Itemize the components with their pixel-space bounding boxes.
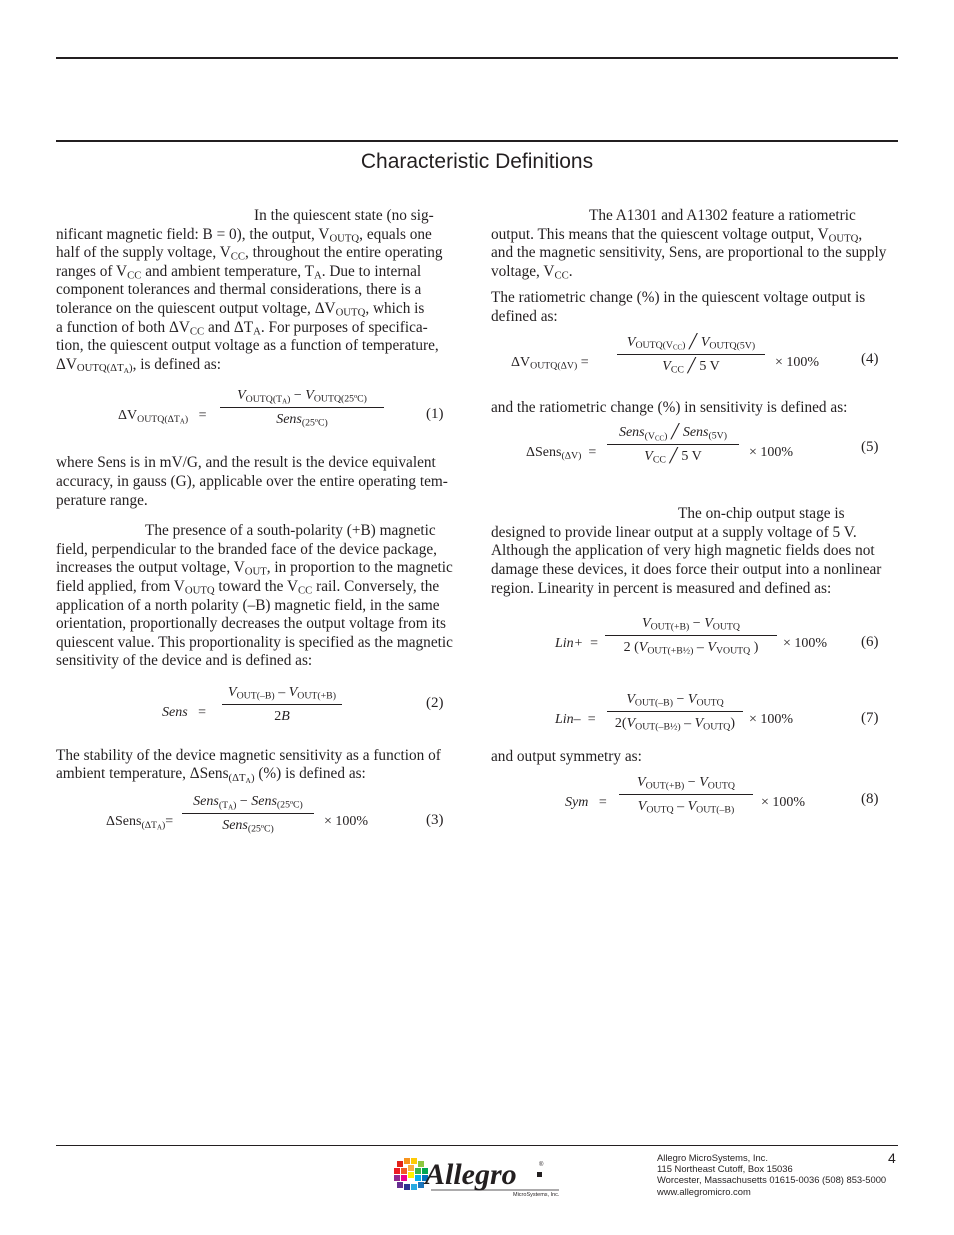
footer-rule [56,1145,898,1146]
quiescent-voltage-paragraph: In the quiescent state (no sig- nificant magnetic field: B = 0), the output, $V_{OUTQ}$, equals one half of the supply voltage, $V_{CC}$, throughout the entire operating ranges of $V_{CC}$ and ambient temperature, $T_A$. Due to internal component tolerances and thermal considerations, there is a tolerance on the quiescent output voltage, $\Delta V_{OUTQ}$, which is a function of both $\Delta V_{CC}$ and $\Delta T_A$. For purposes of specifica- tion, the quiescent output voltage as a function of temperature, $\Delta V_{OUTQ(\Delta T_A)}$, is defined as: [56,207,443,376]
equation-4: $\Delta V_{OUTQ(\Delta V)}$ = $V_{OUTQ(V_{CC})}$ ╱ $V_{OUTQ(5V)}$ $V_{CC}$ ╱ 5 V × 100% (4) [511,334,879,375]
right-column [491,207,897,837]
equation-5: ΔSens$_{(\Delta V)}$ = Sens$_{(V_{CC})}$ ╱ Sens$_{(5V)}$ $V_{CC}$ ╱ 5 V × 100% (5) [526,425,879,466]
equation-2: Sens = $V_{OUT(-B)} - V_{OUT(+B)}$ 2B (2) [162,684,444,724]
equation-3: ΔSens$_{(\Delta T_A)}$= Sens$_{(T_A)}$ − Sens$_{(25ºC)}$ Sens$_{(25ºC)}$ × 100% (3) [106,794,444,835]
title-rule [56,140,898,142]
equation-8-number: (8) [861,790,879,807]
logo-wordmark: Allegro [425,1158,517,1191]
linearity-paragraph: The on-chip output stage is designed to provide linear output at a supply voltage of 5 V. Although the application of very high magnetic fields does not damage these devices, it does force their output into a nonlinear region. Linearity in percent is measured and defined as: [491,505,882,597]
ratiometric-voltage-paragraph: The ratiometric change (%) in the quiescent voltage output is defined as: [491,289,866,325]
allegro-logo [391,1152,563,1198]
ratiometric-paragraph: The A1301 and A1302 feature a ratiometric output. This means that the quiescent voltage output, $V_{OUTQ}$, and the magnetic sensitivity, Sens, are proportional to the supply voltage, $V_{CC}$. [491,207,887,282]
page-title: Characteristic Definitions [360,150,594,173]
equation-2-number: (2) [426,694,444,711]
logo-subtext: MicroSystems, Inc. [513,1192,560,1198]
left-column [56,207,464,856]
equation-5-number: (5) [861,439,879,456]
top-rule [56,57,898,59]
equation-6: Lin+ = $V_{OUT(+B)} - V_{OUTQ}$ 2 ($V_{OUT(+B\frac{1}{2})} - V_{VOUTQ}$ ) × 100% (6) [555,616,879,657]
equation-1-number: (1) [426,406,444,423]
sens-units-paragraph: where Sens is in mV/G, and the result is the device equivalent accuracy, in gauss (G), applicable over the entire operating tem- perature range. [56,454,448,509]
equation-7: Lin– = $V_{OUT(-B)} - V_{OUTQ}$ $2(V_{OUT(-B\frac{1}{2})} - V_{OUTQ})$ × 100% (7) [555,692,879,733]
company-address: Allegro MicroSystems, Inc. 115 Northeast Cutoff, Box 15036 Worcester, Massachusetts 01615-0036 (508) 853-5000 www.allegromicro.com [657,1152,887,1197]
website-link[interactable]: www.allegromicro.com [657,1185,751,1197]
sensitivity-paragraph: The presence of a south-polarity (+B) magnetic field, perpendicular to the branded face of the device package, increases the output voltage, $V_{OUT}$, in proportion to the magnetic field applied, from $V_{OUTQ}$ toward the $V_{CC}$ rail. Conversely, the application of a north polarity (–B) magnetic field, in the same orientation, proportionally decreases the output voltage from its quiescent value. This proportionality is specified as the magnetic sensitivity of the device and is defined as: [56,522,453,670]
symmetry-paragraph: and output symmetry as: [491,748,642,766]
allegro-logo-icon [391,1152,563,1198]
svg-text:®: ® [539,1162,544,1168]
equation-6-number: (6) [861,634,879,651]
sensitivity-stability-paragraph: The stability of the device magnetic sensitivity as a function of ambient temperature, ΔSens$_{(\Delta T_A)}$ (%) is defined as: [56,746,441,785]
equation-8: Sym = $V_{OUT(+B)} - V_{OUTQ}$ $V_{OUTQ} - V_{OUT(-B)}$ × 100% (8) [565,774,879,816]
page-number: 4 [888,1150,896,1166]
equation-4-number: (4) [861,350,879,367]
equation-7-number: (7) [861,710,879,727]
equation-3-number: (3) [426,812,444,829]
equation-1: $\Delta V_{OUTQ(\Delta T_A)}$ = $V_{OUTQ(T_A)} - V_{OUTQ(25ºC)}$ Sens$_{(25ºC)}$ (1) [118,388,444,429]
ratiometric-sensitivity-paragraph: and the ratiometric change (%) in sensitivity is defined as: [491,398,848,416]
